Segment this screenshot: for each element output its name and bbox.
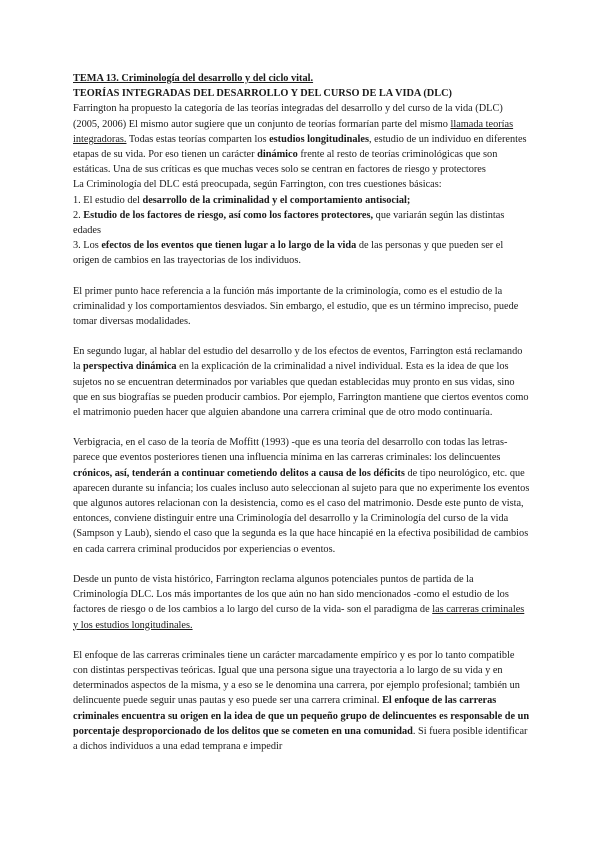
- list-item: [73, 208, 531, 238]
- bold-text: perspectiva dinámica: [83, 361, 177, 373]
- text-run: , estudio de un individuo en diferentes etapas de su vida. Por eso tienen un carácter: [73, 133, 527, 161]
- text-run: Todas estas teorías comparten los: [126, 133, 270, 145]
- text-run: Farrington ha propuesto la categoría de las teorías integradas del desarrollo y del curso de la vida (DLC) (2005, 2006) El mismo autor sugiere que un conjunto de teorías formarían parte del mismo: [73, 103, 503, 130]
- paragraph: [73, 344, 531, 420]
- text-run: 1. El estudio del: [73, 194, 143, 206]
- text-run: de las personas y que pueden ser el origen de cambios en las trayectorias de los individuos.: [73, 240, 504, 267]
- text-run: 2.: [73, 209, 84, 221]
- text-run: frente al resto de teorías criminológicas que son estáticas. Una de sus críticas es que muchas veces solo se centran en factores de riesgo y protectores: [73, 149, 498, 176]
- paragraph: [73, 648, 531, 754]
- document-page: [73, 71, 531, 754]
- text-run: 3. Los: [73, 240, 102, 252]
- text-run: En segundo lugar, al hablar del estudio del desarrollo y de los efectos de eventos, Farrington está reclamando la: [73, 346, 523, 373]
- bold-text: dinámico: [257, 149, 298, 161]
- text-run: que variarán según las distintas edades: [73, 209, 505, 237]
- text-run: El enfoque de las carreras criminales tiene un carácter marcadamente empírico y es por lo tanto compatible con distintas perspectivas teóricas. Igual que una persona sigue una trayectoria a lo largo de su vida y en determinados aspectos de la misma, y a eso se le denomina una carrera, por ejemplo profesional; también un delincuente puede seguir unas pautas y eso puede ser una carrera criminal.: [73, 649, 520, 707]
- bold-text: crónicos, así, tenderán a continuar cometiendo delitos a causa de los déficits: [73, 467, 405, 479]
- text-run: Desde un punto de vista histórico, Farrington reclama algunos potenciales puntos de partida de la Criminología DLC. Los más importantes de los que aún no han sido mencionados -como el estudio de los factores de riesgo o de los cambios a lo largo del curso de la vida- son el paradigma de: [73, 573, 509, 616]
- paragraph: El primer punto hace referencia a la función más importante de la criminología, como es el estudio de la criminalidad y los comportamientos desviados. Sin embargo, el estudio, que es un término impreciso, puede tomar diversas modalidades.: [73, 285, 519, 328]
- list-item: [73, 193, 531, 208]
- bold-text: Estudio de los factores de riesgo, así como los factores protectores,: [83, 209, 374, 221]
- bold-text: efectos de los eventos que tienen lugar a lo largo de la vida: [101, 240, 357, 252]
- paragraph: [73, 435, 531, 557]
- underlined-text: llamada teorías integradoras.: [73, 118, 514, 145]
- list-item: [73, 238, 531, 268]
- page-title: TEMA 13. Criminología del desarrollo y del ciclo vital.: [73, 73, 314, 84]
- text-run: Verbigracia, en el caso de la teoría de Moffitt (1993) -que es una teoría del desarrollo con todas las letras- parece que eventos posteriores tienen una influencia mínima en las carreras criminales: los delincuentes: [73, 437, 508, 464]
- section-heading: TEORÍAS INTEGRADAS DEL DESARROLLO Y DEL CURSO DE LA VIDA (DLC): [73, 88, 452, 100]
- paragraph: [73, 572, 531, 633]
- bold-text: desarrollo de la criminalidad y el comportamiento antisocial;: [142, 194, 411, 206]
- bold-text: estudios longitudinales: [269, 133, 369, 145]
- underlined-text: las carreras criminales y los estudios longitudinales.: [73, 604, 525, 631]
- text-run: en la explicación de la criminalidad a nivel individual. Esta es la idea de que los sujetos no se encuentran determinados por variables que quedan establecidas muy pronto en sus vidas, sino que en sus biografías se pueden producir cambios. Por ejemplo, Farrington mantiene que ciertos eventos como el matrimonio pueden hacer que alguien abandone una carrera criminal que de otro modo continuaría.: [73, 361, 529, 419]
- text-run: de tipo neurológico, etc. que aparecen durante su infancia; los cuales incluso auto seleccionan al sujeto para que no experimente los eventos que algunos autores relacionan con la desistencia, como es el caso del matrimonio. Desde este punto de vista, entonces, conviene distinguir entre una Criminología del desarrollo y la Criminología del curso de la vida (Sampson y Laub), siendo el caso que la segunda es la que hace hincapié en la efectiva posibilidad de cambios en cada carrera criminal producidos por experiencias o eventos.: [73, 467, 530, 555]
- bold-text: El enfoque de las carreras criminales encuentra su origen en la idea de que un pequeño grupo de delincuentes es responsable de un porcentaje desproporcionado de los delitos que se cometen en una comunidad: [73, 695, 530, 737]
- text-run: . Si fuera posible identificar a dichos individuos a una edad temprana e impedir: [73, 725, 528, 752]
- paragraph-intro: [73, 101, 531, 177]
- paragraph-questions-intro: La Criminología del DLC está preocupada, según Farrington, con tres cuestiones básicas:: [73, 179, 442, 191]
